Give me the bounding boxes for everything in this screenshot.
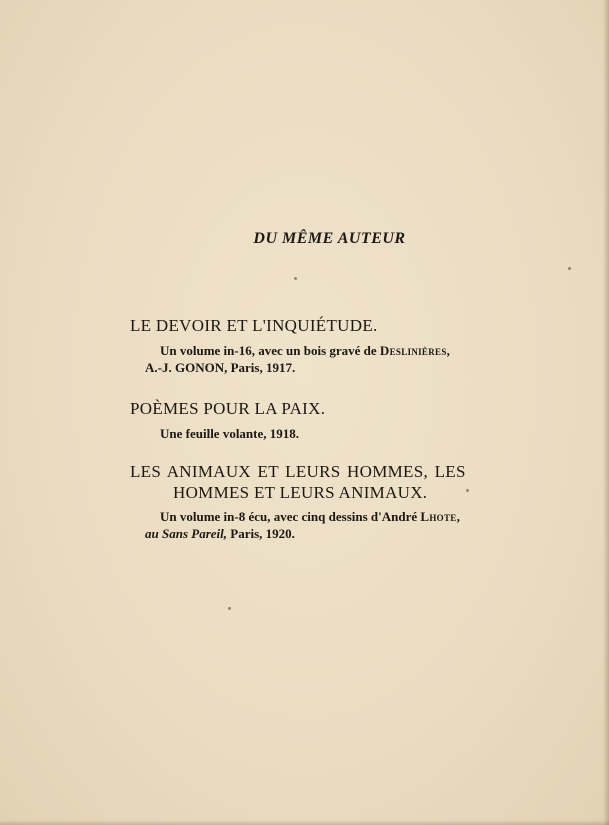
work-desc-1-artist: Deslinières, (379, 343, 451, 358)
work-title-3-line1: LES ANIMAUX ET LEURS HOMMES, LES (130, 462, 466, 481)
page-bottom-shadow (0, 820, 609, 825)
work-desc-1-text: Un volume in-16, avec un bois gravé de (160, 343, 380, 358)
paper-speck (466, 489, 469, 492)
work-title-1: LE DEVOIR ET L'INQUIÉTUDE. (130, 316, 378, 335)
paper-speck (294, 277, 297, 280)
work-desc-3-publisher: au Sans Pareil, (145, 526, 227, 541)
work-desc-3-place-date: Paris, 1920. (227, 526, 295, 541)
work-desc-3-line2 (145, 526, 295, 542)
work-title-3-line2: HOMMES ET LEURS ANIMAUX. (173, 483, 428, 502)
work-title-2: POÈMES POUR LA PAIX. (130, 399, 326, 418)
work-desc-3-line1 (160, 509, 460, 525)
page-edge-shadow (603, 0, 609, 825)
paper-speck (568, 267, 571, 270)
work-desc-2-line1: Une feuille volante, 1918. (160, 426, 300, 441)
work-desc-3-artist: Lhote, (420, 509, 461, 524)
work-desc-3-text: Un volume in-8 écu, avec cinq dessins d'André (160, 509, 421, 524)
page-heading: DU MÊME AUTEUR (253, 230, 406, 247)
paper-speck (228, 607, 231, 610)
work-desc-1-line2: A.-J. GONON, Paris, 1917. (145, 360, 296, 375)
work-desc-1-line1 (160, 343, 450, 359)
